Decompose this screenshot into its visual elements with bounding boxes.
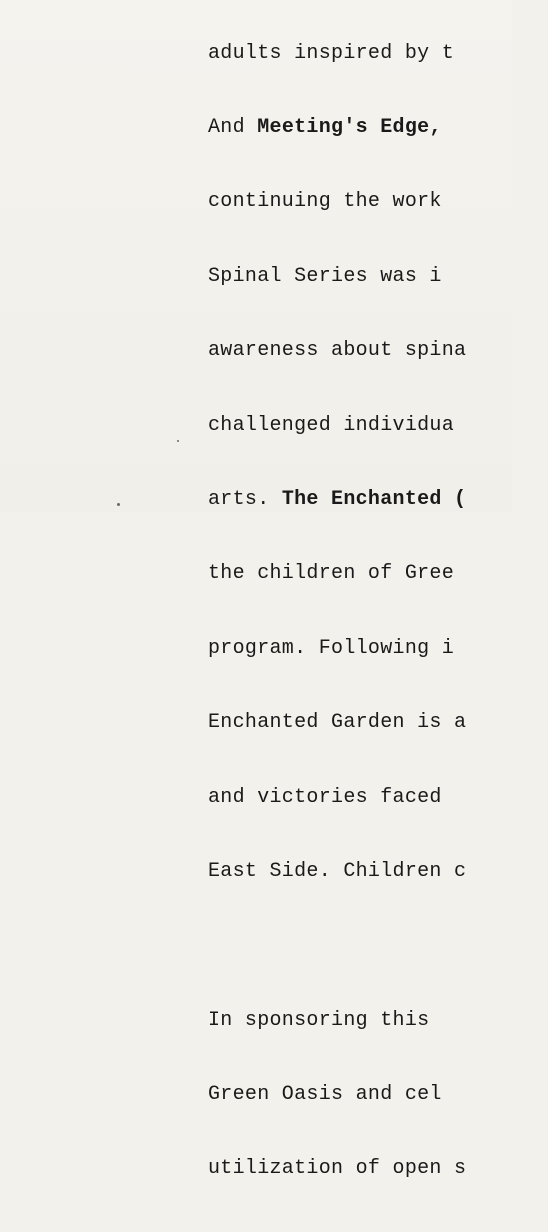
text-line: Enchanted Garden is a	[208, 711, 467, 735]
text-line: adults inspired by t	[208, 41, 455, 65]
text-line: utilization of open s	[208, 1157, 467, 1181]
text-line	[208, 488, 548, 513]
text-line: the children of Gree	[208, 562, 455, 586]
paper-speck	[177, 440, 179, 442]
text-line: Green Oasis and cel	[208, 1083, 442, 1107]
bold-title-enchanted-garden: The Enchanted (	[281, 487, 467, 511]
text-line	[208, 116, 548, 141]
text-run: And	[208, 115, 258, 139]
text-line: Spinal Series was i	[208, 264, 442, 288]
text-line: challenged individua	[208, 413, 455, 437]
text-run: arts.	[208, 487, 282, 511]
paragraph-gap	[208, 934, 548, 959]
text-line: continuing the work	[208, 190, 442, 214]
text-line: and victories faced	[208, 785, 442, 809]
body-text	[208, 0, 548, 1232]
paper-speck	[117, 503, 120, 506]
text-line: program. Following i	[208, 636, 455, 660]
bold-title-meetings-edge: Meeting's Edge,	[257, 115, 442, 139]
text-line: East Side. Children c	[208, 859, 467, 883]
text-line: In sponsoring this	[208, 1008, 430, 1032]
text-line: awareness about spina	[208, 339, 467, 363]
